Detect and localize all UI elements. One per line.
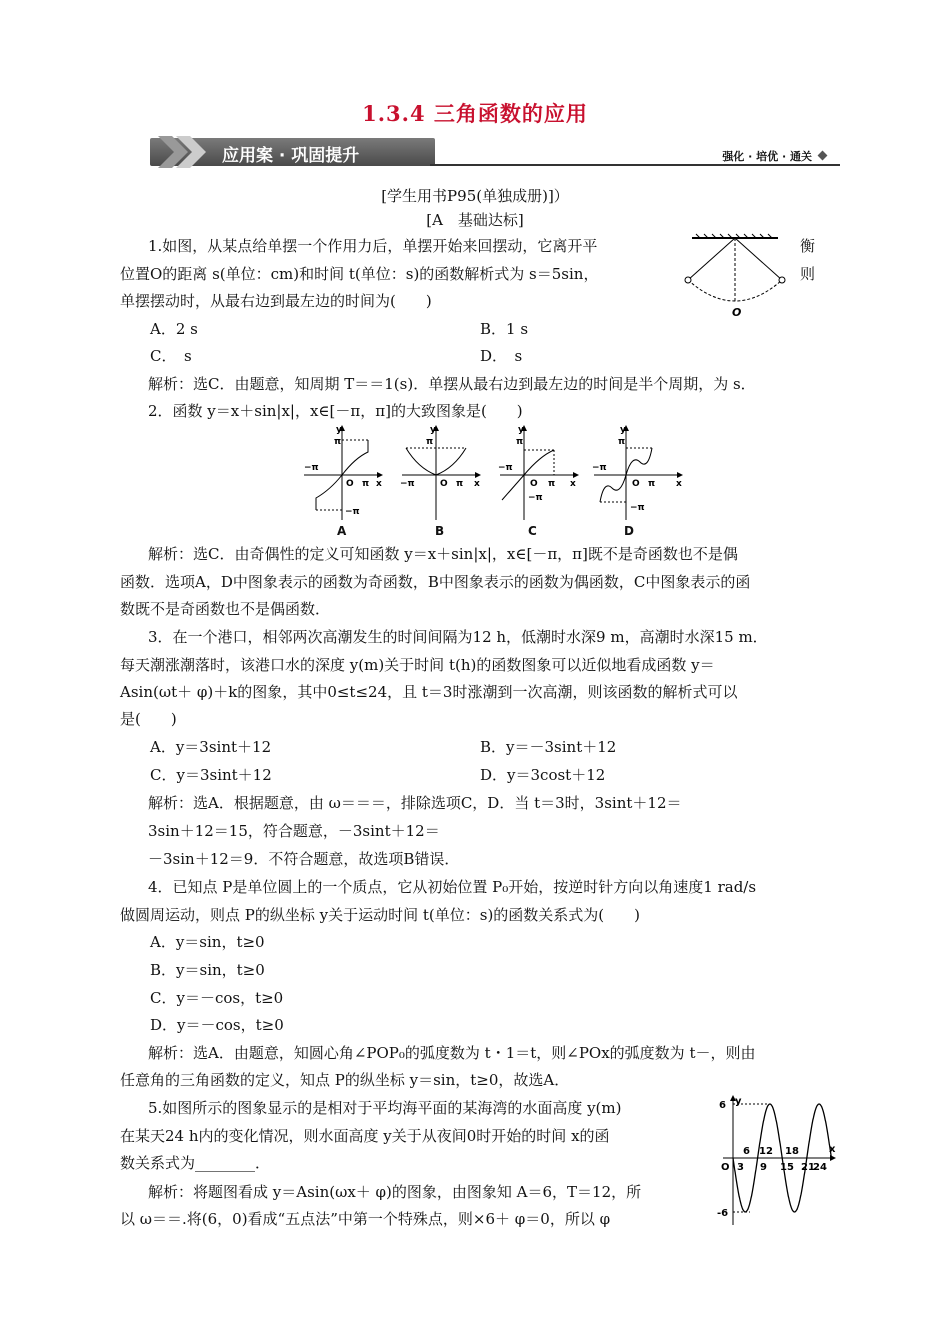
q3-answer-line2: 3sin＋12＝15，符合题意，－3sint＋12＝ (148, 822, 440, 840)
svg-text:x: x (570, 479, 576, 489)
q3-line1: 3．在一个港口，相邻两次高潮发生的时间间隔为12 h，低潮时水深9 m，高潮时水深15 m． (148, 628, 768, 646)
q2-label-b: B (435, 524, 445, 538)
q2-answer-line2: 函数．选项A，D中图象表示的函数为奇函数，B中图象表示的函数为偶函数，C中图象表示的函 (120, 573, 751, 591)
q1-option-d: D． s (480, 347, 523, 365)
page-title: 1.3.4 三角函数的应用 (362, 101, 588, 126)
q4-line1: 4．已知点 P是单位圆上的一个质点，它从初始位置 P₀开始，按逆时针方向以角速度1 rad/s (148, 878, 757, 896)
chevron-arrows-icon (158, 134, 218, 170)
svg-text:π: π (548, 479, 556, 489)
svg-text:π: π (334, 437, 342, 447)
tick-3: 3 (737, 1162, 744, 1173)
y-axis-label: y (735, 1096, 742, 1107)
svg-text:x: x (676, 479, 682, 489)
svg-text:π: π (516, 437, 524, 447)
q3-option-c: C．y＝3sint＋12 (150, 766, 272, 784)
q2-answer-line1: 解析：选C．由奇偶性的定义可知函数 y＝x＋sin|x|，x∈[－π，π]既不是奇函数也不是偶 (148, 545, 738, 563)
tick-9: 9 (760, 1162, 767, 1173)
graph-d (592, 425, 682, 520)
q1-line2: 位置O的距离 s(单位：cm)和时间 t(单位：s)的函数解析式为 s＝5sin， (120, 265, 599, 283)
q5-line2: 在某天24 h内的变化情况，则水面高度 y关于从夜间0时开始的时间 x的函 (120, 1127, 610, 1145)
q2-label-c: C (528, 524, 537, 538)
tick-18: 18 (785, 1146, 799, 1157)
tick-15: 15 (780, 1162, 794, 1173)
q3-line4: 是( ) (120, 710, 177, 728)
graph-b (400, 425, 480, 520)
tick-6: 6 (743, 1146, 750, 1157)
svg-text:−π: −π (345, 507, 360, 517)
q3-line3: Asin(ωt＋ φ)＋k的图象，其中0≤t≤24，且 t＝3时涨潮到一次高潮，则该函数的解析式可以 (120, 683, 738, 701)
svg-text:y: y (518, 425, 524, 435)
q1-line1: 1.如图，从某点给单摆一个作用力后，单摆开始来回摆动，它离开平 (148, 237, 598, 255)
q1-answer: 解析：选C．由题意，知周期 T＝＝1(s)．单摆从最右边到最左边的时间是半个周期，为 s． (148, 375, 756, 393)
svg-text:π: π (648, 479, 656, 489)
q2-answer-line3: 数既不是奇函数也不是偶函数． (120, 600, 331, 618)
q3-answer-line3: －3sin＋12＝9．不符合题意，故选项B错误． (148, 850, 460, 868)
q4-option-a: A．y＝sin，t≥0 (150, 933, 265, 951)
q4-option-d: D．y＝－cos，t≥0 (150, 1016, 284, 1034)
svg-text:O: O (440, 479, 448, 489)
q4-answer-line1: 解析：选A．由题意，知圆心角∠POP₀的弧度数为 t・1＝t，则∠POx的弧度数为 t－，则由 (148, 1044, 756, 1062)
q4-line2: 做圆周运动，则点 P的纵坐标 y关于运动时间 t(单位：s)的函数关系式为( ) (120, 906, 641, 924)
svg-text:−π: −π (304, 463, 319, 473)
graph-c (498, 425, 578, 520)
q4-option-b: B．y＝sin，t≥0 (150, 961, 265, 979)
q5-line3: 数关系式为________． (120, 1154, 271, 1172)
y-max-label: 6 (719, 1100, 726, 1111)
q2-label-d: D (624, 524, 634, 538)
svg-text:x: x (474, 479, 480, 489)
q2-stem: 2．函数 y＝x＋sin|x|，x∈[－π，π]的大致图象是( ) (148, 402, 523, 420)
q3-option-d: D．y＝3cost＋12 (480, 766, 606, 784)
svg-text:−π: −π (630, 503, 645, 513)
q1-option-b: B．1 s (480, 320, 529, 338)
svg-text:O: O (632, 479, 640, 489)
q1-line3: 单摆摆动时，从最右边到最左边的时间为( ) (120, 292, 432, 310)
q1-side-text2: 则 (800, 265, 816, 283)
q5-answer-line1: 解析：将题图看成 y＝Asin(ωx＋ φ)的图象，由图象知 A＝6，T＝12，所 (148, 1183, 642, 1201)
source-note: [学生用书P95(单独成册)]） (381, 187, 569, 205)
y-min-label: -6 (717, 1208, 729, 1219)
svg-text:π: π (426, 437, 434, 447)
banner-title: 应用案 · 巩固提升 (222, 146, 360, 166)
tick-24: 24 (813, 1162, 827, 1173)
q4-option-c: C．y＝－cos，t≥0 (150, 989, 284, 1007)
section-heading: [A 基础达标] (426, 211, 524, 229)
svg-text:x: x (376, 479, 382, 489)
q3-option-b: B．y＝－3sint＋12 (480, 738, 617, 756)
q1-option-c: C． s (150, 347, 192, 365)
q4-answer-line2: 任意角的三角函数的定义，知点 P的纵坐标 y＝sin，t≥0，故选A． (120, 1071, 570, 1089)
q3-line2: 每天潮涨潮落时，该港口水的深度 y(m)关于时间 t(h)的函数图象可以近似地看成函数 y＝ (120, 656, 715, 674)
svg-text:O: O (530, 479, 538, 489)
q2-label-a: A (337, 524, 347, 538)
svg-text:−π: −π (400, 479, 415, 489)
svg-text:π: π (362, 479, 370, 489)
q5-line1: 5.如图所示的图象显示的是相对于平均海平面的某海湾的水面高度 y(m) (148, 1099, 622, 1117)
tick-21: 21 (801, 1162, 815, 1173)
svg-text:π: π (618, 437, 626, 447)
q5-answer-line2: 以 ω＝＝.将(6，0)看成“五点法”中第一个特殊点，则×6＋ φ＝0，所以 φ (120, 1210, 611, 1228)
pendulum-origin-label: O (732, 306, 742, 319)
svg-text:O: O (346, 479, 354, 489)
banner-rule (430, 164, 840, 166)
origin-label: O (721, 1162, 730, 1173)
svg-text:π: π (456, 479, 464, 489)
graph-a (304, 425, 382, 520)
svg-text:y: y (336, 425, 342, 435)
q1-side-text1: 衡 (800, 237, 816, 255)
section-banner (150, 132, 840, 172)
pendulum-figure (680, 232, 792, 320)
q1-option-a: A．2 s (150, 320, 198, 338)
diamond-icon (818, 151, 828, 161)
svg-text:−π: −π (498, 463, 513, 473)
tick-12: 12 (759, 1146, 773, 1157)
q5-tide-graph (705, 1090, 840, 1230)
svg-text:y: y (620, 425, 626, 435)
q3-answer-line1: 解析：选A．根据题意，由 ω＝＝＝，排除选项C，D．当 t＝3时，3sint＋12＝ (148, 794, 682, 812)
q3-option-a: A．y＝3sint＋12 (150, 738, 272, 756)
x-axis-label: x (829, 1144, 836, 1155)
svg-text:y: y (430, 425, 436, 435)
svg-text:−π: −π (528, 493, 543, 503)
banner-tagline: 强化 · 培优 · 通关 (722, 150, 812, 163)
svg-text:−π: −π (592, 463, 607, 473)
